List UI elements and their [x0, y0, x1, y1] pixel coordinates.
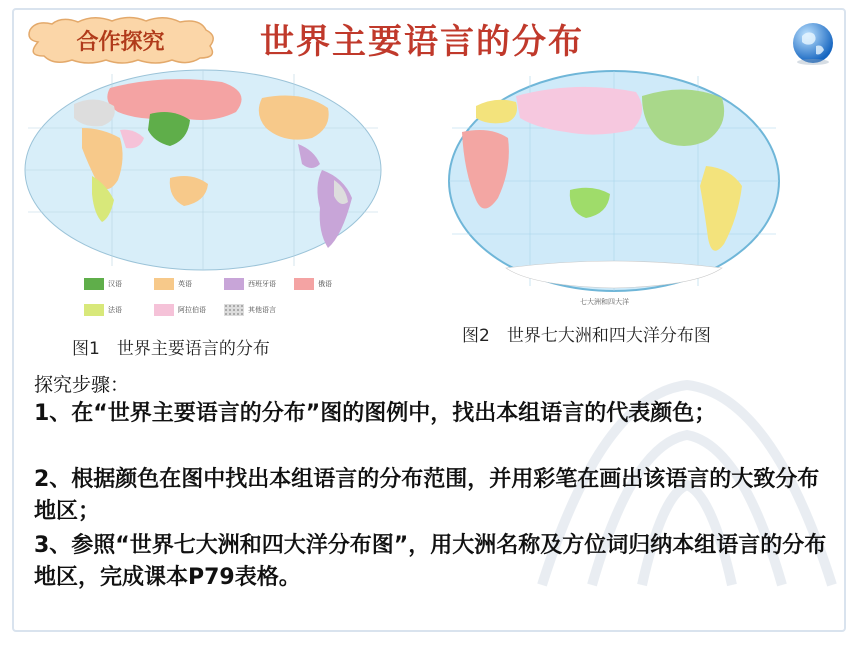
legend-item: [84, 304, 122, 316]
legend-label: 汉语: [108, 280, 122, 288]
map2-subcaption: 七大洲和四大洋: [580, 298, 629, 306]
continents-oceans-map: [446, 68, 782, 294]
page-title: 世界主要语言的分布: [260, 22, 584, 62]
legend-label: 俄语: [318, 280, 332, 288]
step-item-1: 1、在“世界主要语言的分布”图的图例中，找出本组语言的代表颜色；: [34, 401, 717, 426]
legend-swatch: [224, 278, 244, 290]
world-language-map: [22, 68, 384, 272]
cooperative-inquiry-badge: [18, 14, 223, 66]
badge-label: 合作探究: [76, 29, 165, 55]
legend-swatch: [84, 304, 104, 316]
legend-swatch: [294, 278, 314, 290]
legend-item: [294, 278, 332, 290]
legend-item: [154, 278, 192, 290]
figure1-caption: 图1 世界主要语言的分布: [72, 339, 270, 359]
legend-swatch: [84, 278, 104, 290]
legend-item: [84, 278, 122, 290]
globe-icon: [790, 20, 836, 66]
step-item-3: 3、参照“世界七大洲和四大洋分布图”，用大洲名称及方位词归纳本组语言的分布地区，完成课本P79表格。: [34, 533, 827, 590]
legend-label: 法语: [108, 306, 122, 314]
step-item-2: 2、根据颜色在图中找出本组语言的分布范围，并用彩笔在画出该语言的大致分布地区；: [34, 467, 820, 524]
figure2-caption: 图2 世界七大洲和四大洋分布图: [462, 326, 711, 346]
legend-swatch: [154, 304, 174, 316]
legend-item: [224, 278, 276, 290]
legend-label: 阿拉伯语: [178, 306, 206, 314]
steps-heading: 探究步骤：: [34, 374, 130, 396]
legend-label: 英语: [178, 280, 192, 288]
legend-swatch: [154, 278, 174, 290]
legend-item: [154, 304, 206, 316]
legend-label: 其他语言: [248, 306, 276, 314]
legend-swatch: [224, 304, 244, 316]
legend-label: 西班牙语: [248, 280, 276, 288]
legend-item: [224, 304, 276, 316]
map1-legend: [84, 278, 354, 322]
